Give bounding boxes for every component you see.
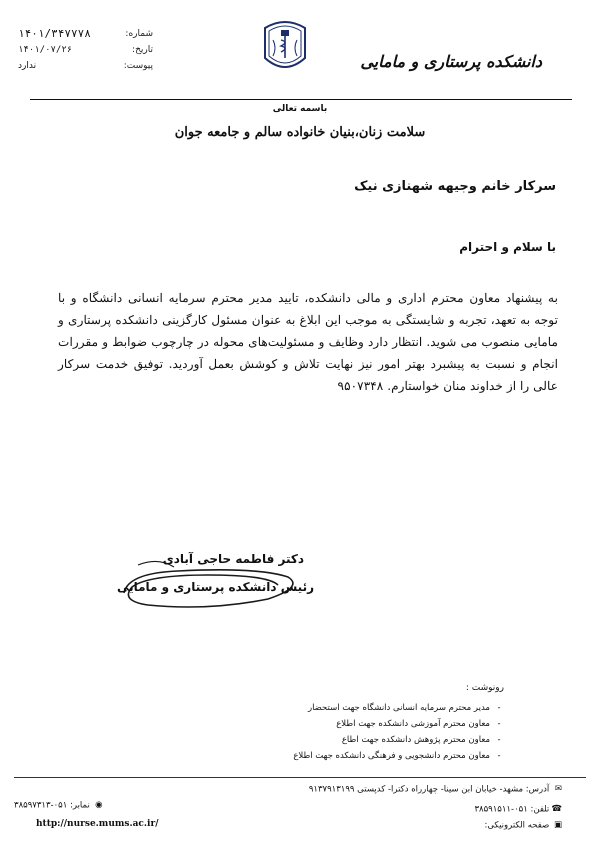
footer-address-text: آدرس: مشهد- خیابان ابن سینا- چهارراه دکترا- کدپستی ۹۱۳۷۹۱۳۱۹۹ [308,784,550,795]
footer-divider [14,777,586,778]
cc-item: - معاون محترم آموزشی دانشکده جهت اطلاع [293,716,504,732]
attachment-label: پیوست: [123,61,153,71]
cc-heading: رونوشت : [465,683,504,693]
cc-item-text: معاون محترم دانشجویی و فرهنگی دانشکده جهت اطلاع [293,751,490,761]
attachment-row [18,58,153,74]
number-row [18,26,153,42]
letter-body: به پیشنهاد معاون محترم اداری و مالی دانشکده، تایید مدیر محترم سرمایه انسانی دانشگاه و با توجه به تعهد، تجربه و شایستگی به موجب این ابلاغ به عنوان مسئول کارگزینی دانشکده پرستاری و مامایی منصوب می شوید. انتظار دارد وظایف و مسئولیت‌های محوله در چارچوب ضوابط و مقررات انجام و نسبت به پیشبرد بهتر امور نیز نهایت تلاش و کوشش بعمل آوردید. توفیق خدمت سرکار عالی را از خداوند منان خواستارم. ۹۵۰۷۳۴۸ [58,291,558,393]
letter-meta [18,26,153,74]
footer-url[interactable]: http://nurse.mums.ac.ir/ [36,819,159,829]
date-value: ۱۴۰۱/۰۷/۲۶ [18,45,73,55]
cc-item: - معاون محترم دانشجویی و فرهنگی دانشکده جهت اطلاع [293,748,504,764]
footer-phone [474,804,562,815]
date-label: تاریخ: [132,45,153,55]
footer-fax [14,800,103,811]
cc-item-text: مدیر محترم سرمایه انسانی دانشگاه جهت استحضار [307,703,490,713]
faculty-name: دانشکده پرستاری و مامایی [360,52,542,71]
header-divider [30,99,572,100]
attachment-value: ندارد [18,61,37,71]
footer-phone-text: تلفن: ۰۵۱-۳۸۵۹۱۵۱۱ [474,804,550,815]
cc-item: - مدیر محترم سرمایه انسانی دانشگاه جهت استحضار [293,700,504,716]
cc-item-text: معاون محترم پژوهش دانشکده جهت اطاع [341,735,490,745]
signatory-name: دکتر فاطمه حاجی آبادی [162,552,304,566]
number-value: ۱۴۰۱/۳۴۷۷۷۸ [18,27,91,40]
phone-icon: ☎ [551,804,562,814]
web-icon: ▣ [553,820,562,830]
date-row [18,42,153,58]
mail-icon: ✉ [554,784,562,794]
greeting: با سلام و احترام [459,240,556,254]
cc-item-text: معاون محترم آموزشی دانشکده جهت اطلاع [336,719,490,729]
cc-list [293,700,504,764]
signatory-title: رئیس دانشکده پرستاری و مامایی [116,580,314,594]
footer-web-label: صفحه الکترونیکی: [484,820,550,831]
footer-fax-text: نمابر: ۰۵۱-۳۸۵۹۷۳۱۳ [14,800,90,811]
number-label: شماره: [125,29,153,39]
fax-icon: ◉ [95,800,103,810]
invocation: باسمه تعالی [272,104,328,114]
slogan: سلامت زنان،بنیان خانواده سالم و جامعه جوان [174,125,426,140]
cc-item: - معاون محترم پژوهش دانشکده جهت اطاع [293,732,504,748]
footer-web [484,820,562,831]
university-logo [261,18,309,76]
recipient: سرکار خانم وجیهه شهنازی نیک [354,179,556,194]
footer-address [309,784,562,795]
